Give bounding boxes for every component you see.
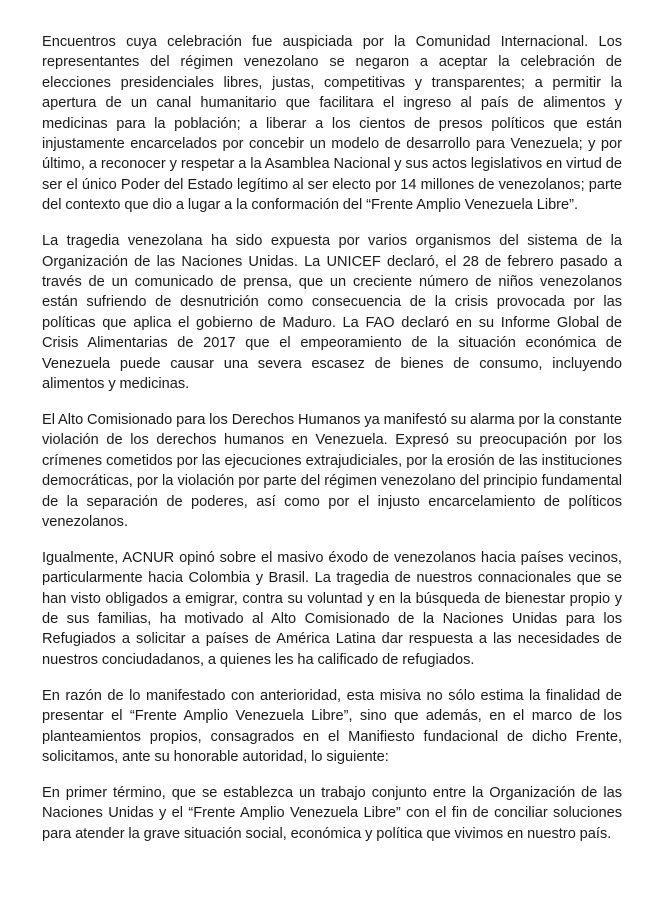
paragraph-alto-comisionado: El Alto Comisionado para los Derechos Humanos ya manifestó su alarma por la constante violación de los derechos humanos en Venezuela. Expresó su preocupación por los crímenes cometidos por las ejecuciones extrajudiciales, por la erosión de las instituciones democráticas, por la violación por parte del régimen venezolano del principio fundamental de la separación de poderes, así como por el injusto encarcelamiento de políticos venezolanos. [42,411,622,530]
paragraph-tragedia-onu: La tragedia venezolana ha sido expuesta por varios organismos del sistema de la Organización de las Naciones Unidas. La UNICEF declaró, el 28 de febrero pasado a través de un comunicado de prensa, que un creciente número de niños venezolanos están sufriendo de desnutrición como consecuencia de la crisis provocada por las políticas que aplica el gobierno de Maduro. La FAO declaró en su Informe Global de Crisis Alimentarias de 2017 que el empeoramiento de la situación económica de Venezuela puede causar una severa escasez de bienes de consumo, incluyendo alimentos y medicinas. [42,233,622,392]
paragraph-primer-termino: En primer término, que se establezca un trabajo conjunto entre la Organización de las Naciones Unidas y el “Frente Amplio Venezuela Libre” con el fin de conciliar soluciones para atender la grave situación social, económica y política que vivimos en nuestro país. [42,784,622,842]
paragraph-encuentros: Encuentros cuya celebración fue auspiciada por la Comunidad Internacional. Los representantes del régimen venezolano se negaron a aceptar la celebración de elecciones presidenciales libres, justas, competitivas y transparentes; a permitir la apertura de un canal humanitario que facilitara el ingreso al país de alimentos y medicinas para la población; a liberar a los cientos de presos políticos que están injustamente encarcelados por concebir un modelo de desarrollo para Venezuela; y por último, a reconocer y respetar a la Asamblea Nacional y sus actos legislativos en virtud de ser el único Poder del Estado legítimo al ser electo por 14 millones de venezolanos; parte del contexto que dio a lugar a la conformación del “Frente Amplio Venezuela Libre”. [42,34,622,214]
paragraph-acnur: Igualmente, ACNUR opinó sobre el masivo éxodo de venezolanos hacia países vecinos, particularmente hacia Colombia y Brasil. La tragedia de nuestros connacionales que se han visto obligados a emigrar, contra su voluntad y en la búsqueda de bienestar propio y de sus familias, ha motivado al Alto Comisionado de la Naciones Unidas para los Refugiados a solicitar a países de América Latina dar respuesta a las necesidades de nuestros conciudadanos, a quienes les ha calificado de refugiados. [42,549,622,668]
paragraph-finalidad-misiva: En razón de lo manifestado con anterioridad, esta misiva no sólo estima la finalidad de presentar el “Frente Amplio Venezuela Libre”, sino que además, en el marco de los planteamientos propios, consagrados en el Manifiesto fundacional de dicho Frente, solicitamos, ante su honorable autoridad, lo siguiente: [42,687,622,765]
